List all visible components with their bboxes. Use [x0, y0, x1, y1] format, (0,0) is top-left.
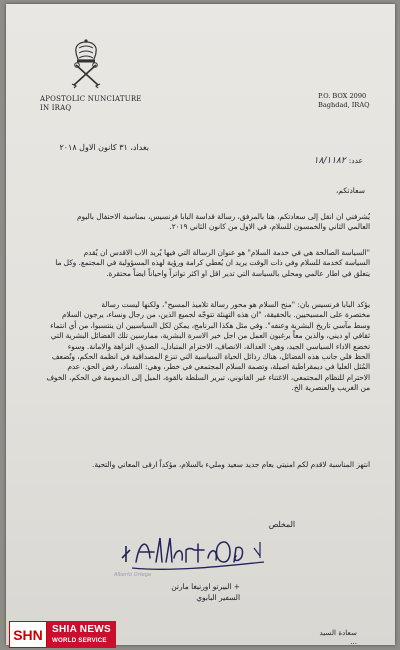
text-line: يؤكد البابا فرنسيس بان: "منح السلام هو محور رسالة تلاميذ المسيح"، ولكنها ليست رسالة [101, 300, 370, 309]
addressee-line: ... [350, 637, 357, 645]
text-line: تخضع الاداء السياسي الجيد، وهي: العدالة، الانصاف، الاحترام المتبادل، الصدق، النزاهة والامانة. وسوء [67, 341, 370, 351]
salutation: سعادتكم، [335, 186, 365, 195]
reference-label: عدد: [348, 156, 363, 165]
shia-news-watermark [9, 621, 116, 648]
text-line: "السياسة الصالحة هي في خدمة السلام" هو عنوان الرسالة التي فيها يُريد الاب الاقدس ان يُقدم [83, 248, 370, 257]
letter-page [6, 4, 395, 645]
handwritten-signature [114, 528, 274, 578]
text-line: المُثل العليا في ديمقراطية اصيلة، وتصمة السلام المجتمعي في خطر، وهي: الفساد، رفض الحق، عدم [67, 362, 370, 372]
signatory-name: + البيرتو اورتيغا مارتن [171, 582, 240, 591]
text-line: انتهز المناسبة لاقدم لكم امنيتي بعام جديد سعيد ومليء بالسلام، مؤكداً ارقى المعاني والتحية. [92, 460, 370, 469]
text-line: العالمي الثاني والخمسون للسلام، في الاول من كانون الثاني ٢٠١٩. [169, 222, 370, 232]
addressee-line: سعادة السيد [319, 628, 357, 637]
letter-date: بغداد، ٣١ كانون الاول ٢٠١٨ [59, 143, 149, 152]
closing: المخلص [268, 520, 295, 529]
watermark-line2: WORLD SERVICE [52, 637, 107, 644]
letterhead-organization [40, 95, 150, 113]
watermark-line1: SHIA NEWS [52, 624, 111, 635]
text-line: وسط مآسي تاريخ البشرية وعنفه". وفي مثل هكذا البرنامج، يمكن لكل السياسيين ان ينتسبوا، من أي انتماء [50, 320, 370, 330]
reference-value: ١٨/١١٨٢ [313, 156, 346, 166]
text-line: يتعلق في اطار عالمي ومحلي بالسياسة التي تدير اقل او اكثر تواتراً واحياناً ايضاً محتقرة. [106, 268, 370, 278]
po-box: P.O. BOX 2090 [318, 92, 367, 100]
watermark-banner [47, 621, 116, 648]
org-name-line2: IN IRAQ [40, 104, 72, 112]
text-line: السياسة كخدمة للسلام وفي ذات الوقت يريد ان يُعطي كرامة ورؤية لهذه المسؤولية في المجتمع. وكل ما [55, 258, 370, 268]
text-line: الحظ فلي جانب هذه الفضائل، هناك رذائل الحياة السياسية التي تنزع المصداقية في انظمة الحكم، وتُضعف [51, 352, 370, 362]
signatory [171, 581, 240, 603]
paragraph-3 [34, 300, 370, 394]
papal-crest-icon [66, 38, 106, 90]
paragraph-4 [34, 460, 370, 470]
paragraph-1 [34, 212, 370, 233]
addressee [320, 628, 357, 645]
letterhead-address [318, 92, 388, 109]
city: Baghdad, IRAQ [318, 100, 370, 109]
reference-number [314, 156, 363, 166]
paragraph-2 [34, 248, 370, 279]
signature-text: Alberto Ortega [114, 572, 151, 578]
text-line: ثقافي او ديني، والذين معاً يرغبون العمل من اجل خير الاسرة البشرية، ممارسين تلك الفضائل البشرية التي [50, 331, 370, 341]
org-name-line1: APOSTOLIC NUNCIATURE [40, 95, 142, 103]
text-line: من الغريب والعنصرية الخ. [291, 383, 370, 393]
signatory-title: السفير البابوي [196, 593, 240, 602]
text-line: الاحترام للنظام المجتمعي، الاغتناء غير القانوني، تبرير السلطة بالقوة، الميل إلى الديمومة في الحكم، الخوف [46, 372, 370, 382]
shn-logo: SHN [9, 621, 47, 648]
text-line: يُشرفني ان انقل إلى سعادتكم، هنا بالمرفق، رسالة قداسة البابا فرنسيس، بمناسبة الاحتفال باليوم [77, 212, 370, 221]
text-line: مختصرة على المسيحيين. بالحقيقة، "ان هذه التهنئة تتوجّه لجميع الذين، من رجال ونساء، يرجون السلام [61, 310, 370, 320]
